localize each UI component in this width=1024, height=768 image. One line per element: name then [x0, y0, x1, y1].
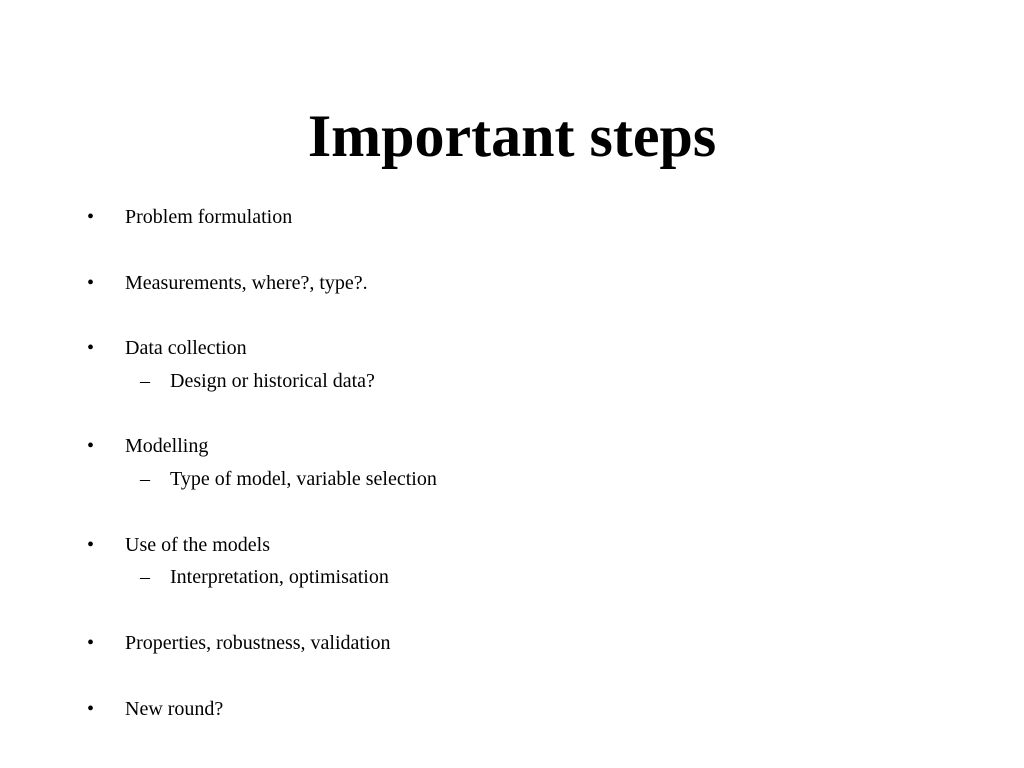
bullet-marker: •	[87, 272, 95, 294]
sub-bullet-marker: –	[140, 566, 150, 588]
sub-bullet-text: Type of model, variable selection	[170, 468, 437, 490]
bullet-marker: •	[87, 206, 95, 228]
bullet-text: Problem formulation	[125, 206, 293, 228]
slide-title: Important steps	[307, 103, 717, 169]
bullet-text: Use of the models	[125, 534, 270, 556]
bullet-text: Data collection	[125, 337, 247, 359]
bullet-text: New round?	[125, 698, 224, 720]
bullet-text: Properties, robustness, validation	[125, 632, 391, 654]
sub-bullet-marker: –	[140, 468, 150, 490]
sub-bullet-marker: –	[140, 370, 150, 392]
bullet-text: Measurements, where?, type?.	[125, 272, 368, 294]
bullet-marker: •	[87, 534, 95, 556]
bullet-text: Modelling	[125, 435, 209, 457]
bullet-marker: •	[87, 632, 95, 654]
bullet-marker: •	[87, 337, 95, 359]
sub-bullet-text: Interpretation, optimisation	[170, 566, 389, 588]
bullet-marker: •	[87, 435, 95, 457]
bullet-marker: •	[87, 698, 95, 720]
sub-bullet-text: Design or historical data?	[170, 370, 375, 392]
